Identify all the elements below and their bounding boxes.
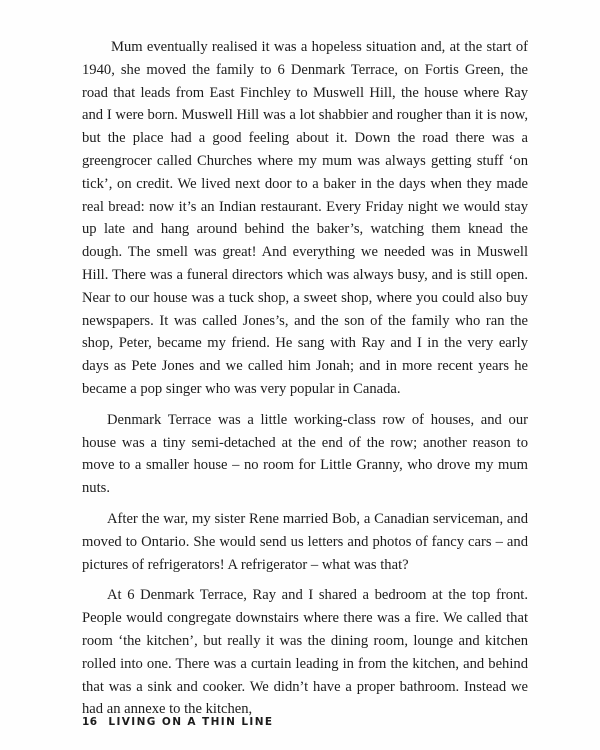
paragraph-1: Mum eventually realised it was a hopeless situation and, at the start of 1940, she moved the family to 6 Denmark Terrace, on Fortis Green, the road that leads from East Finchley to Muswell Hill, the house where Ray and I were born. Muswell Hill was a lot shabbier and rougher than it is now, but the place had a good feeling about it. Down the road there was a greengrocer called Churches where my mum was always getting stuff ‘on tick’, on credit. We lived next door to a baker in the days when they made real bread: now it’s an Indian restaurant. Every Friday night we would stay up late and hang around behind the baker’s, watching them knead the dough. The smell was great! And everything we needed was in Muswell Hill. There was a funeral directors which was always busy, and is still open. Near to our house was a tuck shop, a sweet shop, where you could also buy newspapers. It was called Jones’s, and the son of the family who ran the shop, Peter, became my friend. He sang with Ray and I in the very early days as Pete Jones and we called him Jonah; and in more recent years he became a pop singer who was very popular in Canada. <box>82 39 528 397</box>
paragraph-4: At 6 Denmark Terrace, Ray and I shared a bedroom at the top front. People would congregate downstairs where there was a fire. We called that room ‘the kitchen’, but really it was the dining room, lounge and kitchen rolled into one. There was a curtain leading in from the kitchen, and behind that was a sink and cooker. We didn’t have a proper bathroom. Instead we had an annexe to the kitchen, <box>82 587 528 718</box>
paragraph-3: After the war, my sister Rene married Bob, a Canadian serviceman, and moved to Ontario. She would send us letters and photos of fancy cars – and pictures of refrigerators! A refrigerator – what was that? <box>82 510 528 573</box>
paragraph-2: Denmark Terrace was a little working-class row of houses, and our house was a tiny semi-detached at the end of the row; another reason to move to a smaller house – no room for Little Granny, who drove my mum nuts. <box>82 411 528 497</box>
page-number: 16 <box>82 716 98 728</box>
running-head: LIVING ON A THIN LINE <box>108 716 274 728</box>
page-footer <box>82 716 273 728</box>
body-text <box>82 36 528 729</box>
